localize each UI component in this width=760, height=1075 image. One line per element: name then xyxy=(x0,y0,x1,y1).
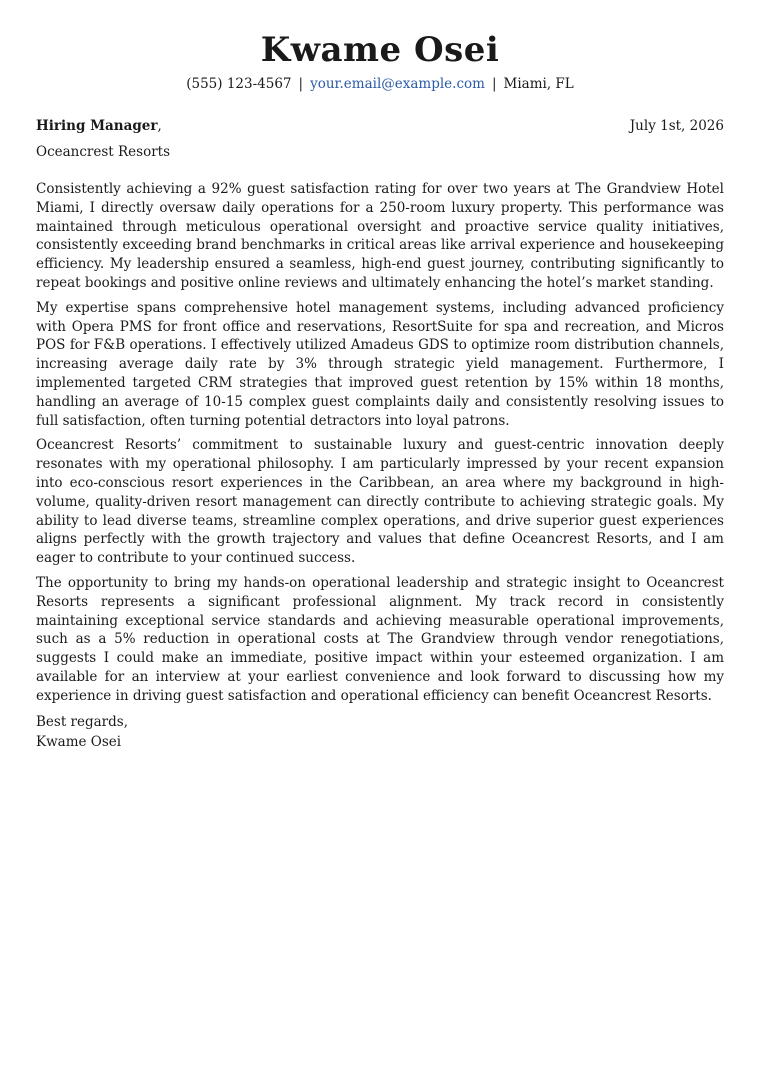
signature-name: Kwame Osei xyxy=(36,733,122,750)
closing-phrase: Best regards, xyxy=(36,713,129,730)
email-link[interactable]: your.email@example.com xyxy=(310,76,485,92)
contact-separator: | xyxy=(298,76,304,92)
recipient-punctuation: , xyxy=(157,118,162,134)
body-paragraph: Oceancrest Resorts’ commitment to sustainable luxury and guest-centric innovation deeply resonates with my operational philosophy. I am particularly impressed by your recent expansion into eco-conscious resort experiences in the Caribbean, an area where my background in high-volume, quality-driven resort management can directly contribute to achieving strategic goals. My ability to lead diverse teams, streamline complex operations, and drive superior guest experiences aligns perfectly with the growth trajectory and values that define Oceancrest Resorts, and I am eager to contribute to your continued success. xyxy=(36,437,724,567)
body-paragraph: My expertise spans comprehensive hotel management systems, including advanced proficiency with Opera PMS for front office and reservations, ResortSuite for spa and recreation, and Micros POS for F&B operations. I effectively utilized Amadeus GDS to optimize room distribution channels, increasing average daily rate by 3% through strategic yield management. Furthermore, I implemented targeted CRM strategies that improved guest retention by 15% within 18 months, handling an average of 10-15 complex guest complaints daily and consistently resolving issues to full satisfaction, often turning potential detractors into loyal patrons. xyxy=(36,299,724,429)
recipient-line xyxy=(36,116,162,136)
applicant-name: Kwame Osei xyxy=(260,30,500,70)
letter-date: July 1st, 2026 xyxy=(629,118,724,134)
body-paragraph: Consistently achieving a 92% guest satisfaction rating for over two years at The Grandview Hotel Miami, I directly oversaw daily operations for a 250-room luxury property. This performance was maintained through meticulous operational oversight and proactive service quality initiatives, consistently exceeding brand benchmarks in critical areas like arrival experience and housekeeping efficiency. My leadership ensured a seamless, high-end guest journey, contributing significantly to repeat bookings and positive online reviews and ultimately enhancing the hotel’s market standing. xyxy=(36,181,724,291)
letter-body xyxy=(36,180,724,706)
contact-line xyxy=(36,74,724,94)
location: Miami, FL xyxy=(503,76,574,92)
closing-block xyxy=(36,712,724,752)
salutation-row xyxy=(36,116,724,136)
company-name: Oceancrest Resorts xyxy=(36,144,171,160)
recipient: Hiring Manager xyxy=(36,118,158,134)
contact-separator: | xyxy=(491,76,497,92)
phone-number: (555) 123-4567 xyxy=(186,76,292,92)
body-paragraph: The opportunity to bring my hands-on operational leadership and strategic insight to Oceancrest Resorts represents a significant professional alignment. My track record in consistently maintaining exceptional service standards and achieving measurable operational improvements, such as a 5% reduction in operational costs at The Grandview through vendor renegotiations, suggests I could make an immediate, positive impact within your esteemed organization. I am available for an interview at your earliest convenience and look forward to discussing how my experience in driving guest satisfaction and operational efficiency can benefit Oceancrest Resorts. xyxy=(36,574,724,704)
